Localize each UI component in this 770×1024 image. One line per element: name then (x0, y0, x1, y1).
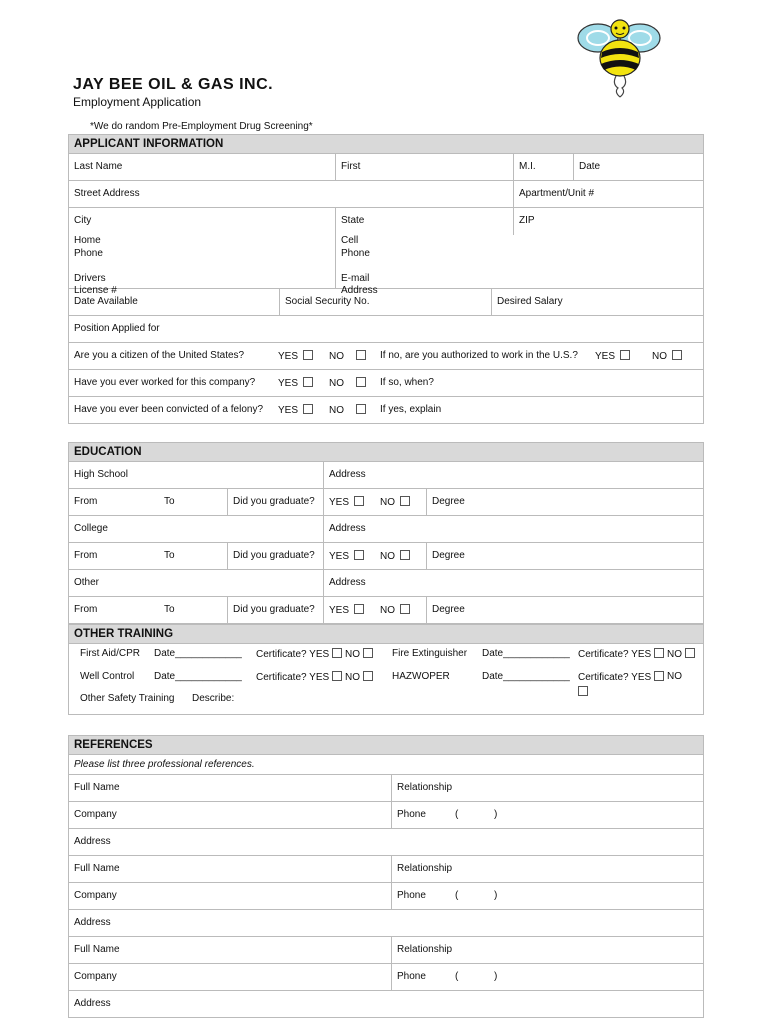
hazwoper-cert-no-checkbox[interactable]: NO (667, 671, 682, 682)
ref2-company-field[interactable]: Company (74, 890, 117, 901)
last-name-field[interactable]: Last Name (74, 161, 123, 172)
college-field[interactable]: College (74, 523, 108, 534)
felony-no-checkbox[interactable]: NO (324, 397, 366, 423)
section-title-training: OTHER TRAINING (69, 624, 703, 644)
drivers-license-label: Drivers License # (74, 272, 117, 296)
worked-question: Have you ever worked for this company? (74, 377, 256, 388)
other-school-degree-field[interactable]: Degree (426, 597, 703, 623)
other-safety-describe-field[interactable]: Describe: (192, 693, 235, 704)
high-school-address-field[interactable]: Address (323, 462, 703, 488)
other-school-from-field[interactable]: From (74, 604, 98, 615)
college-address-field[interactable]: Address (323, 516, 703, 542)
high-school-to-field[interactable]: To (164, 496, 175, 507)
college-graduate-question: Did you graduate? (227, 543, 323, 569)
fire-extinguisher-date-field[interactable]: Date____________ (482, 648, 570, 659)
zip-field[interactable]: ZIP (513, 208, 703, 235)
hazwoper-cert-yes-checkbox[interactable]: Certificate? YES (578, 671, 664, 683)
drug-screening-note: *We do random Pre-Employment Drug Screening* (90, 121, 313, 132)
city-field[interactable]: City (74, 215, 92, 226)
ref1-address-field[interactable]: Address (74, 836, 111, 847)
apartment-field[interactable]: Apartment/Unit # (513, 181, 703, 207)
authorized-yes-checkbox[interactable]: YES (590, 343, 630, 369)
ref3-relationship-field[interactable]: Relationship (391, 937, 703, 963)
ref2-phone-field[interactable]: Phone ( ) (391, 883, 703, 909)
mi-field[interactable]: M.I. (513, 154, 573, 180)
other-school-field[interactable]: Other (74, 577, 100, 588)
ref1-relationship-field[interactable]: Relationship (391, 775, 703, 801)
high-school-no-checkbox[interactable]: NO (375, 489, 410, 515)
high-school-field[interactable]: High School (74, 469, 128, 480)
desired-salary-field[interactable]: Desired Salary (491, 289, 703, 315)
first-aid-cert-no-checkbox[interactable]: NO (345, 648, 373, 660)
high-school-from-field[interactable]: From (74, 496, 98, 507)
ssn-field[interactable]: Social Security No. (279, 289, 491, 315)
date-field[interactable]: Date (573, 154, 703, 180)
felony-explain-field[interactable]: If yes, explain (380, 404, 442, 415)
position-applied-field[interactable]: Position Applied for (74, 323, 160, 334)
ref1-company-field[interactable]: Company (74, 809, 117, 820)
felony-question: Have you ever been convicted of a felony? (74, 404, 264, 415)
education-section (68, 442, 704, 624)
ref3-company-field[interactable]: Company (74, 971, 117, 982)
worked-when-field[interactable]: If so, when? (380, 377, 434, 388)
ref3-full-name-field[interactable]: Full Name (74, 944, 120, 955)
college-to-field[interactable]: To (164, 550, 175, 561)
ref1-full-name-field[interactable]: Full Name (74, 782, 120, 793)
first-name-field[interactable]: First (335, 154, 513, 180)
college-no-checkbox[interactable]: NO (375, 543, 410, 569)
well-control-label: Well Control (80, 671, 135, 682)
ref3-phone-field[interactable]: Phone ( ) (391, 964, 703, 990)
state-field[interactable]: State (335, 208, 513, 235)
worked-no-checkbox[interactable]: NO (324, 370, 366, 396)
well-control-cert-yes-checkbox[interactable]: Certificate? YES (256, 671, 342, 683)
college-degree-field[interactable]: Degree (426, 543, 703, 569)
date-available-field[interactable]: Date Available (74, 296, 138, 307)
hazwoper-cert-no-box-icon[interactable] (578, 686, 588, 698)
first-aid-date-field[interactable]: Date____________ (154, 648, 242, 659)
home-phone-field[interactable]: Home Phone Drivers License # (74, 235, 117, 296)
section-title-references: REFERENCES (69, 735, 703, 755)
email-address-label: E-mail Address (341, 272, 378, 296)
applicant-section (68, 134, 704, 424)
other-school-address-field[interactable]: Address (323, 570, 703, 596)
first-aid-label: First Aid/CPR (80, 648, 141, 659)
fire-extinguisher-cert-yes-checkbox[interactable]: Certificate? YES (578, 648, 664, 660)
other-school-no-checkbox[interactable]: NO (375, 597, 410, 623)
well-control-cert-no-checkbox[interactable]: NO (345, 671, 373, 683)
first-aid-cert-yes-checkbox[interactable]: Certificate? YES (256, 648, 342, 660)
street-address-field[interactable]: Street Address (74, 188, 140, 199)
felony-yes-checkbox[interactable]: YES (273, 397, 313, 423)
ref2-relationship-field[interactable]: Relationship (391, 856, 703, 882)
ref2-full-name-field[interactable]: Full Name (74, 863, 120, 874)
hazwoper-date-field[interactable]: Date____________ (482, 671, 570, 682)
section-title-education: EDUCATION (69, 442, 703, 462)
well-control-date-field[interactable]: Date____________ (154, 671, 242, 682)
college-yes-checkbox[interactable]: YES (323, 543, 364, 569)
fire-extinguisher-cert-no-checkbox[interactable]: NO (667, 648, 695, 660)
citizen-question: Are you a citizen of the United States? (74, 350, 245, 361)
high-school-yes-checkbox[interactable]: YES (323, 489, 364, 515)
ref1-phone-field[interactable]: Phone ( ) (391, 802, 703, 828)
form-subtitle: Employment Application (73, 95, 202, 109)
bee-logo-icon (576, 14, 666, 98)
references-instructions: Please list three professional references. (74, 759, 255, 770)
references-section (68, 735, 704, 1018)
other-school-yes-checkbox[interactable]: YES (323, 597, 364, 623)
cell-phone-field[interactable]: Cell Phone E-mail Address (335, 235, 703, 288)
ref2-address-field[interactable]: Address (74, 917, 111, 928)
other-safety-label: Other Safety Training (80, 693, 175, 704)
section-title-applicant: APPLICANT INFORMATION (69, 134, 703, 154)
fire-extinguisher-label: Fire Extinguisher (392, 648, 468, 659)
other-school-to-field[interactable]: To (164, 604, 175, 615)
hazwoper-label: HAZWOPER (392, 671, 450, 682)
high-school-graduate-question: Did you graduate? (227, 489, 323, 515)
worked-yes-checkbox[interactable]: YES (273, 370, 313, 396)
other-school-graduate-question: Did you graduate? (227, 597, 323, 623)
citizen-yes-checkbox[interactable]: YES (273, 343, 313, 369)
high-school-degree-field[interactable]: Degree (426, 489, 703, 515)
citizen-no-checkbox[interactable]: NO (324, 343, 366, 369)
ref3-address-field[interactable]: Address (74, 998, 111, 1009)
college-from-field[interactable]: From (74, 550, 98, 561)
authorized-no-checkbox[interactable]: NO (647, 343, 682, 369)
company-name: JAY BEE OIL & GAS INC. (73, 76, 274, 93)
authorized-question: If no, are you authorized to work in the U.S.? (380, 350, 578, 361)
